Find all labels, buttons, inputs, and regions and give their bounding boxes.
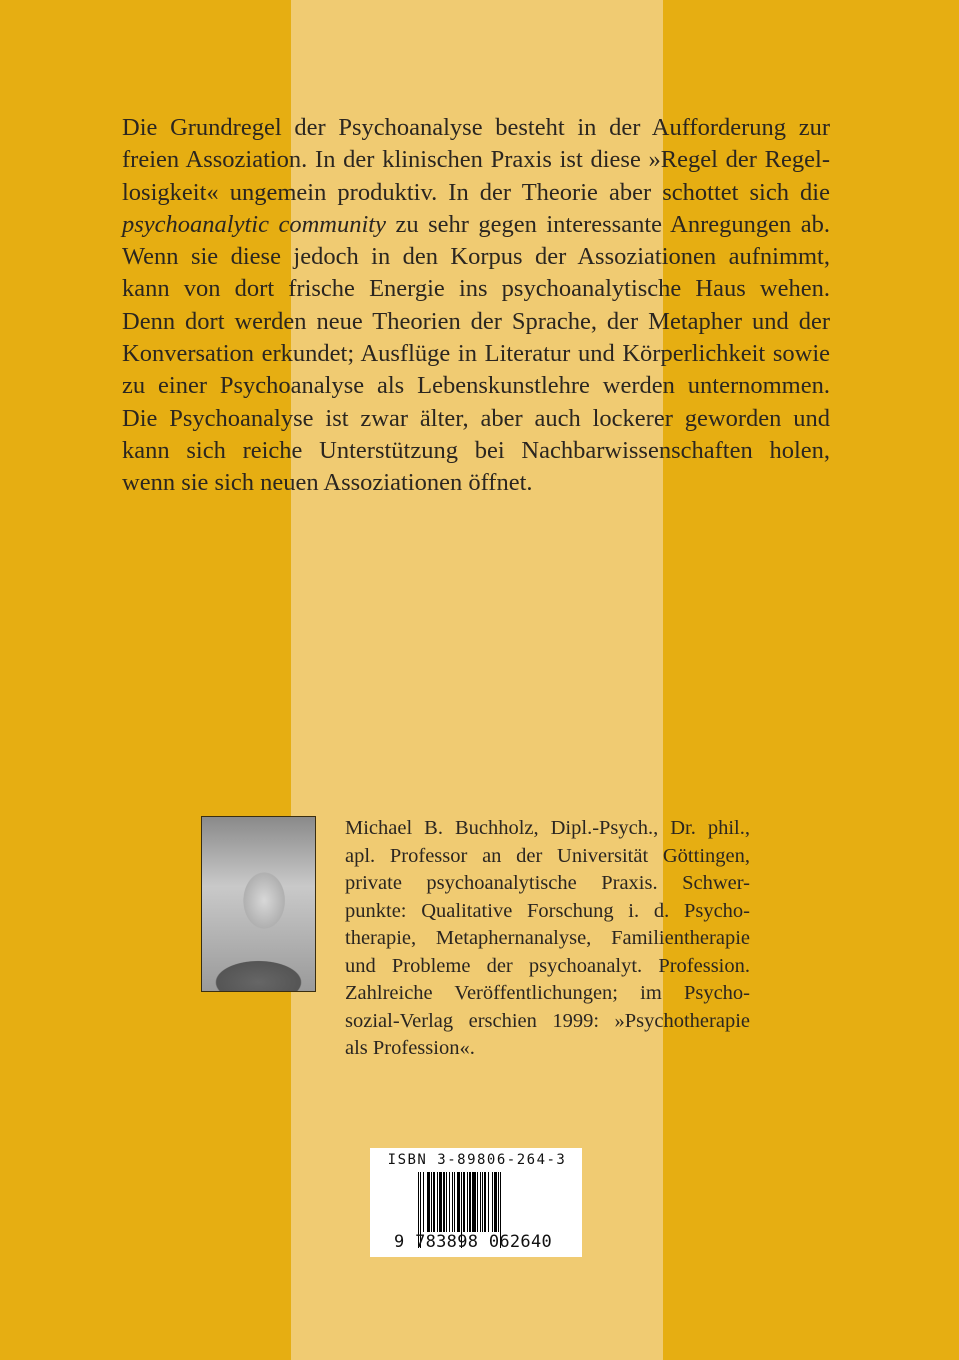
- blurb-line: Die Psychoanalyse ist zwar älter, aber auch lockerer geworden und: [122, 404, 830, 432]
- blurb-line: [122, 209, 830, 241]
- blurb-line: wenn sie sich neuen Assoziationen öffnet.: [122, 469, 533, 497]
- barcode-bar: [501, 1172, 502, 1232]
- bio-line: apl. Professor an der Universität Göttingen,: [345, 844, 750, 867]
- bio-line: private psychoanalytische Praxis. Schwer-: [345, 872, 750, 894]
- blurb-line: losigkeit« ungemein produktiv. In der Theorie aber schottet sich die: [122, 178, 830, 206]
- barcode-bars: [418, 1172, 558, 1240]
- isbn-label: ISBN 3-89806-264-3: [387, 1152, 567, 1168]
- bio-line: sozial-Verlag erschien 1999: »Psychotherapie: [345, 1009, 750, 1032]
- blurb-line-rest: zu sehr gegen interessante Anregungen ab.: [395, 210, 831, 238]
- bio-line: Zahlreiche Veröffentlichungen; im Psycho-: [345, 982, 750, 1004]
- bio-line: punkte: Qualitative Forschung i. d. Psycho-: [345, 899, 750, 922]
- blurb-line: Wenn sie diese jedoch in den Korpus der Assoziationen aufnimmt,: [122, 243, 830, 271]
- blurb-line: kann von dort frische Energie ins psychoanalytische Haus wehen.: [122, 275, 830, 303]
- blurb-line: Denn dort werden neue Theorien der Sprache, der Metapher und der: [122, 307, 830, 335]
- blurb-line: zu einer Psychoanalyse als Lebenskunstlehre werden unternommen.: [122, 372, 830, 400]
- blurb-text: [122, 112, 830, 500]
- bio-line: therapie, Metaphernanalyse, Familientherapie: [345, 927, 750, 949]
- bio-line: als Profession«.: [345, 1037, 475, 1059]
- author-photo: [201, 816, 316, 992]
- blurb-line: Die Grundregel der Psychoanalyse besteht in der Aufforderung zur: [122, 114, 830, 141]
- blurb-line: Konversation erkundet; Ausflüge in Literatur und Körperlichkeit sowie: [122, 340, 830, 368]
- ean-number: 9 783898 062640: [394, 1232, 553, 1252]
- blurb-line: kann sich reiche Unterstützung bei Nachbarwissenschaften holen,: [122, 436, 830, 464]
- bio-line: und Probleme der psychoanalyt. Profession.: [345, 954, 750, 977]
- blurb-line: freien Assoziation. In der klinischen Praxis ist diese »Regel der Regel-: [122, 146, 830, 174]
- italic-phrase: psychoanalytic community: [122, 210, 386, 238]
- bio-line: Michael B. Buchholz, Dipl.-Psych., Dr. phil.,: [345, 817, 750, 839]
- author-bio: [345, 815, 750, 1063]
- isbn-barcode: [370, 1148, 582, 1257]
